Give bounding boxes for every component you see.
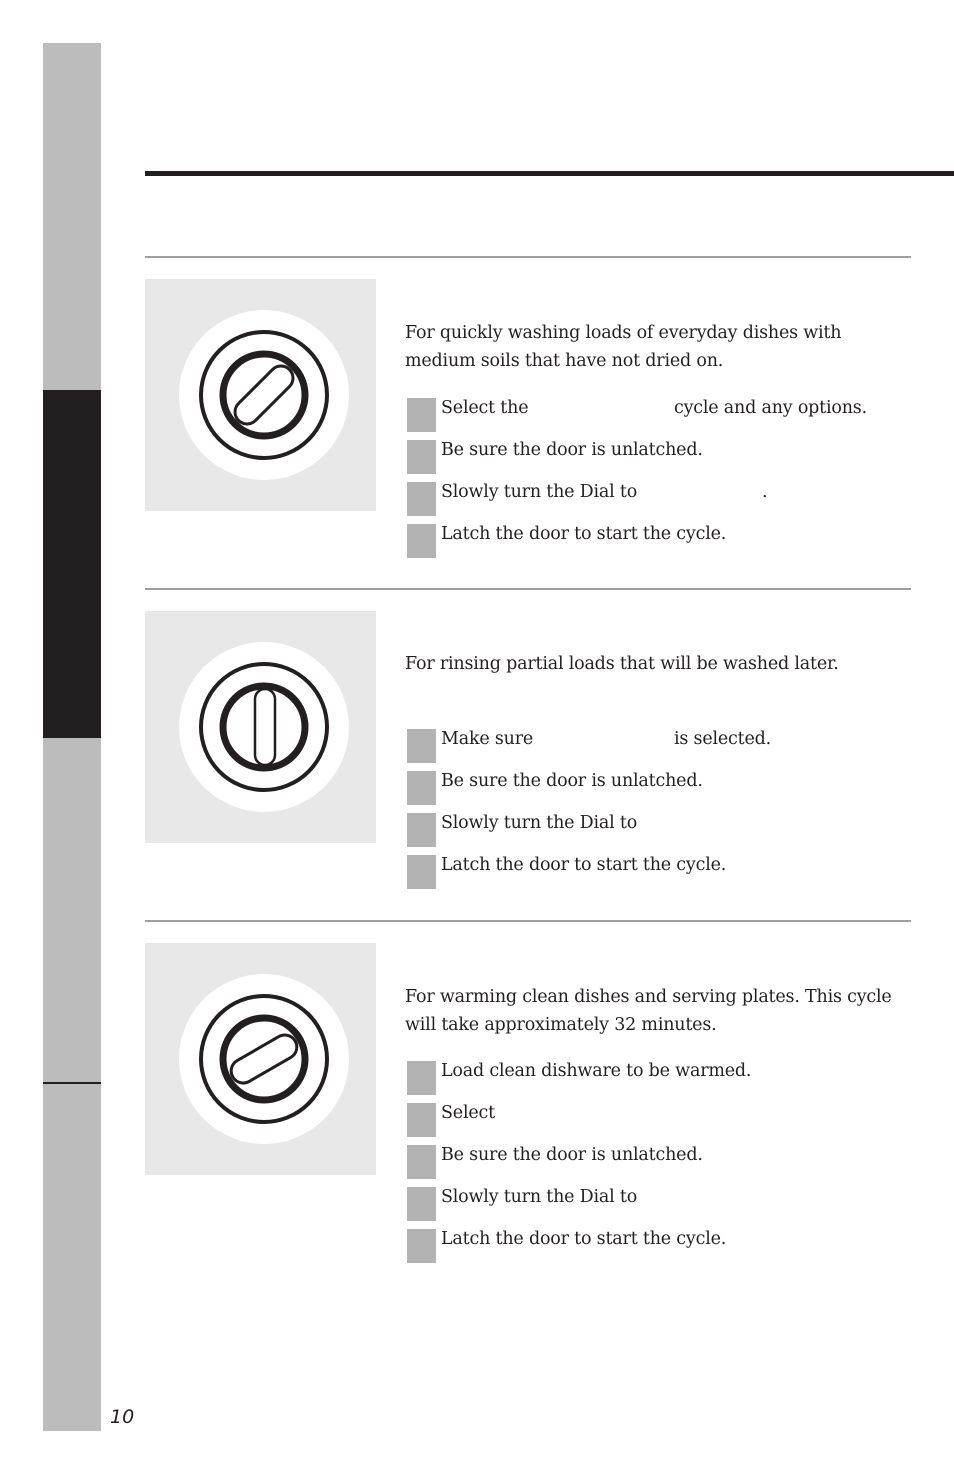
step-text: Latch the door to start the cycle. (441, 855, 727, 875)
side-tab-top (43, 43, 101, 390)
side-tab-bottom (43, 1084, 101, 1431)
step-item (407, 729, 907, 763)
step-item (407, 524, 907, 558)
step-text-suffix: cycle and any options. (674, 398, 867, 418)
step-text: Be sure the door is unlatched. (441, 440, 703, 460)
section-divider (145, 920, 911, 922)
step-text: Latch the door to start the cycle. (441, 524, 727, 544)
step-marker (407, 813, 436, 847)
step-marker (407, 1229, 436, 1263)
step-text: Slowly turn the Dial to (441, 1187, 638, 1207)
step-item (407, 1229, 907, 1263)
step-marker (407, 440, 436, 474)
step-text: Latch the door to start the cycle. (441, 1229, 727, 1249)
step-text: Be sure the door is unlatched. (441, 771, 703, 791)
dial-vertical-icon (145, 611, 376, 843)
step-text: Select (441, 1103, 495, 1123)
step-item (407, 813, 907, 847)
step-marker (407, 1145, 436, 1179)
cycle-description: For quickly washing loads of everyday dishes with medium soils that have not dried on. (405, 323, 842, 371)
cycle-description: For warming clean dishes and serving plates. This cycle will take approximately 32 minutes. (405, 987, 892, 1035)
step-item (407, 1187, 907, 1221)
step-item (407, 398, 907, 432)
step-text-suffix: . (762, 482, 768, 502)
step-item (407, 1145, 907, 1179)
step-text: Be sure the door is unlatched. (441, 1145, 703, 1165)
step-marker (407, 524, 436, 558)
dial-panel (145, 611, 376, 843)
dial-panel (145, 279, 376, 511)
step-text: Load clean dishware to be warmed. (441, 1061, 752, 1081)
cycle-description: For rinsing partial loads that will be washed later. (405, 654, 839, 674)
step-item (407, 771, 907, 805)
page-number: 10 (110, 1406, 135, 1428)
section-divider (145, 256, 911, 258)
step-marker (407, 855, 436, 889)
step-marker (407, 1103, 436, 1137)
step-item (407, 482, 907, 516)
step-marker (407, 1061, 436, 1095)
step-marker (407, 771, 436, 805)
step-marker (407, 1187, 436, 1221)
header-rule (145, 171, 954, 176)
dial-diagonal-icon (145, 279, 376, 511)
section-divider (145, 588, 911, 590)
step-item (407, 440, 907, 474)
step-item (407, 855, 907, 889)
dial-diagonal-low-icon (145, 943, 376, 1175)
step-text: Make sure (441, 729, 534, 749)
step-item (407, 1061, 907, 1095)
step-text-suffix: is selected. (674, 729, 771, 749)
step-text: Slowly turn the Dial to (441, 482, 638, 502)
step-marker (407, 482, 436, 516)
side-tab-active (43, 390, 101, 738)
step-marker (407, 398, 436, 432)
step-text: Select the (441, 398, 529, 418)
side-tab-middle (43, 738, 101, 1082)
step-marker (407, 729, 436, 763)
dial-panel (145, 943, 376, 1175)
step-text: Slowly turn the Dial to (441, 813, 638, 833)
step-item (407, 1103, 907, 1137)
